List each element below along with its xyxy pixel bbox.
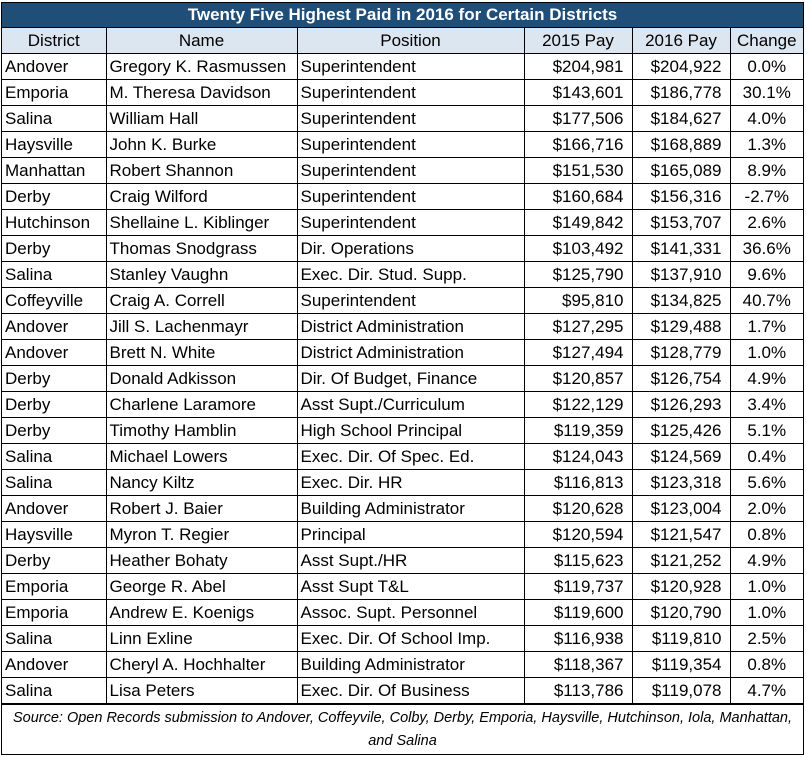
table-row [2,54,803,80]
name-cell: Timothy Hamblin [106,418,297,444]
pay-2015-cell: $177,506 [524,106,632,132]
pay-2016-cell: $123,318 [632,470,730,496]
pay-2016-cell: $129,488 [632,314,730,340]
district-cell: Emporia [2,600,106,626]
change-cell: 2.5% [730,626,803,652]
pay-2016-cell: $168,889 [632,132,730,158]
change-cell: 5.6% [730,470,803,496]
change-cell: 2.6% [730,210,803,236]
pay-2015-cell: $127,295 [524,314,632,340]
change-cell: 9.6% [730,262,803,288]
name-cell: John K. Burke [106,132,297,158]
pay-2016-cell: $126,754 [632,366,730,392]
pay-2016-cell: $153,707 [632,210,730,236]
pay-2015-cell: $166,716 [524,132,632,158]
district-cell: Salina [2,444,106,470]
district-cell: Derby [2,548,106,574]
name-cell: Lisa Peters [106,678,297,704]
position-cell: Superintendent [297,106,524,132]
table-row [2,132,803,158]
name-cell: Michael Lowers [106,444,297,470]
pay-2016-cell: $156,316 [632,184,730,210]
position-cell: Dir. Of Budget, Finance [297,366,524,392]
table-row [2,652,803,678]
pay-2015-cell: $124,043 [524,444,632,470]
district-cell: Emporia [2,80,106,106]
pay-2016-cell: $120,790 [632,600,730,626]
name-cell: Myron T. Regier [106,522,297,548]
name-cell: Brett N. White [106,340,297,366]
name-cell: Donald Adkisson [106,366,297,392]
name-cell: George R. Abel [106,574,297,600]
district-cell: Andover [2,340,106,366]
table-row [2,548,803,574]
district-cell: Salina [2,626,106,652]
position-cell: Dir. Operations [297,236,524,262]
district-cell: Andover [2,496,106,522]
district-cell: Derby [2,184,106,210]
district-cell: Emporia [2,574,106,600]
district-cell: Andover [2,314,106,340]
district-cell: Derby [2,366,106,392]
position-cell: High School Principal [297,418,524,444]
pay-2016-cell: $120,928 [632,574,730,600]
table-body [2,54,803,704]
name-cell: Nancy Kiltz [106,470,297,496]
position-cell: Principal [297,522,524,548]
name-cell: M. Theresa Davidson [106,80,297,106]
pay-2015-cell: $119,737 [524,574,632,600]
position-cell: Exec. Dir. Stud. Supp. [297,262,524,288]
position-cell: Building Administrator [297,652,524,678]
table-row [2,262,803,288]
table-row [2,366,803,392]
table-row [2,522,803,548]
change-cell: 5.1% [730,418,803,444]
pay-2015-cell: $127,494 [524,340,632,366]
column-header-district: District [2,28,106,54]
salary-table [2,28,803,704]
table-row [2,184,803,210]
pay-2016-cell: $123,004 [632,496,730,522]
pay-2016-cell: $134,825 [632,288,730,314]
district-cell: Salina [2,106,106,132]
name-cell: Linn Exline [106,626,297,652]
position-cell: Asst Supt./HR [297,548,524,574]
position-cell: Superintendent [297,210,524,236]
pay-2015-cell: $120,628 [524,496,632,522]
change-cell: 8.9% [730,158,803,184]
table-row [2,470,803,496]
position-cell: Asst Supt./Curriculum [297,392,524,418]
name-cell: Craig Wilford [106,184,297,210]
table-row [2,444,803,470]
pay-2015-cell: $118,367 [524,652,632,678]
district-cell: Salina [2,470,106,496]
pay-2015-cell: $143,601 [524,80,632,106]
name-cell: Heather Bohaty [106,548,297,574]
pay-2015-cell: $149,842 [524,210,632,236]
name-cell: Cheryl A. Hochhalter [106,652,297,678]
district-cell: Hutchinson [2,210,106,236]
pay-2015-cell: $122,129 [524,392,632,418]
name-cell: Gregory K. Rasmussen [106,54,297,80]
name-cell: Jill S. Lachenmayr [106,314,297,340]
pay-2015-cell: $160,684 [524,184,632,210]
table-row [2,236,803,262]
name-cell: Robert Shannon [106,158,297,184]
district-cell: Salina [2,262,106,288]
pay-2016-cell: $119,354 [632,652,730,678]
name-cell: Charlene Laramore [106,392,297,418]
change-cell: 3.4% [730,392,803,418]
table-row [2,340,803,366]
change-cell: 4.0% [730,106,803,132]
pay-2016-cell: $126,293 [632,392,730,418]
district-cell: Derby [2,236,106,262]
table-row [2,80,803,106]
table-row [2,392,803,418]
table-row [2,418,803,444]
table-row [2,106,803,132]
district-cell: Manhattan [2,158,106,184]
pay-2015-cell: $119,600 [524,600,632,626]
position-cell: Exec. Dir. Of Spec. Ed. [297,444,524,470]
pay-2016-cell: $204,922 [632,54,730,80]
change-cell: 0.0% [730,54,803,80]
change-cell: 1.7% [730,314,803,340]
change-cell: -2.7% [730,184,803,210]
position-cell: Superintendent [297,80,524,106]
position-cell: Exec. Dir. Of School Imp. [297,626,524,652]
position-cell: Superintendent [297,158,524,184]
pay-2016-cell: $121,547 [632,522,730,548]
position-cell: District Administration [297,314,524,340]
name-cell: Thomas Snodgrass [106,236,297,262]
district-cell: Derby [2,418,106,444]
column-header-change: Change [730,28,803,54]
name-cell: Robert J. Baier [106,496,297,522]
table-row [2,574,803,600]
table-title: Twenty Five Highest Paid in 2016 for Certain Districts [2,3,803,28]
position-cell: Superintendent [297,288,524,314]
district-cell: Salina [2,678,106,704]
position-cell: Exec. Dir. HR [297,470,524,496]
pay-2016-cell: $165,089 [632,158,730,184]
position-cell: Superintendent [297,54,524,80]
position-cell: District Administration [297,340,524,366]
district-cell: Haysville [2,132,106,158]
table-row [2,158,803,184]
pay-2015-cell: $204,981 [524,54,632,80]
table-row [2,626,803,652]
position-cell: Building Administrator [297,496,524,522]
change-cell: 1.0% [730,600,803,626]
column-header-position: Position [297,28,524,54]
position-cell: Assoc. Supt. Personnel [297,600,524,626]
pay-2015-cell: $113,786 [524,678,632,704]
district-cell: Derby [2,392,106,418]
column-header-2016-pay: 2016 Pay [632,28,730,54]
change-cell: 4.9% [730,548,803,574]
name-cell: William Hall [106,106,297,132]
pay-2015-cell: $120,594 [524,522,632,548]
pay-2015-cell: $151,530 [524,158,632,184]
change-cell: 1.0% [730,574,803,600]
pay-2015-cell: $119,359 [524,418,632,444]
change-cell: 4.9% [730,366,803,392]
pay-2016-cell: $119,810 [632,626,730,652]
position-cell: Exec. Dir. Of Business [297,678,524,704]
pay-2015-cell: $115,623 [524,548,632,574]
change-cell: 4.7% [730,678,803,704]
table-row [2,288,803,314]
column-header-2015-pay: 2015 Pay [524,28,632,54]
position-cell: Asst Supt T&L [297,574,524,600]
district-cell: Andover [2,54,106,80]
pay-2016-cell: $137,910 [632,262,730,288]
change-cell: 0.8% [730,652,803,678]
pay-2016-cell: $124,569 [632,444,730,470]
change-cell: 0.8% [730,522,803,548]
pay-2015-cell: $103,492 [524,236,632,262]
change-cell: 40.7% [730,288,803,314]
table-row [2,210,803,236]
change-cell: 1.0% [730,340,803,366]
table-row [2,496,803,522]
position-cell: Superintendent [297,184,524,210]
change-cell: 1.3% [730,132,803,158]
pay-2016-cell: $128,779 [632,340,730,366]
change-cell: 0.4% [730,444,803,470]
change-cell: 2.0% [730,496,803,522]
pay-2015-cell: $116,938 [524,626,632,652]
name-cell: Shellaine L. Kiblinger [106,210,297,236]
pay-2016-cell: $184,627 [632,106,730,132]
pay-2015-cell: $95,810 [524,288,632,314]
district-cell: Haysville [2,522,106,548]
salary-table-frame [1,2,804,755]
position-cell: Superintendent [297,132,524,158]
table-row [2,600,803,626]
change-cell: 36.6% [730,236,803,262]
table-row [2,314,803,340]
pay-2016-cell: $186,778 [632,80,730,106]
pay-2016-cell: $121,252 [632,548,730,574]
pay-2015-cell: $116,813 [524,470,632,496]
district-cell: Coffeyville [2,288,106,314]
pay-2015-cell: $120,857 [524,366,632,392]
name-cell: Andrew E. Koenigs [106,600,297,626]
district-cell: Andover [2,652,106,678]
name-cell: Craig A. Correll [106,288,297,314]
pay-2016-cell: $125,426 [632,418,730,444]
change-cell: 30.1% [730,80,803,106]
header-row [2,28,803,54]
name-cell: Stanley Vaughn [106,262,297,288]
source-note: Source: Open Records submission to Andover, Coffeyvile, Colby, Derby, Emporia, Haysville, Hutchinson, Iola, Manhattan, and Salina [2,704,803,754]
pay-2016-cell: $141,331 [632,236,730,262]
pay-2016-cell: $119,078 [632,678,730,704]
column-header-name: Name [106,28,297,54]
pay-2015-cell: $125,790 [524,262,632,288]
table-row [2,678,803,704]
